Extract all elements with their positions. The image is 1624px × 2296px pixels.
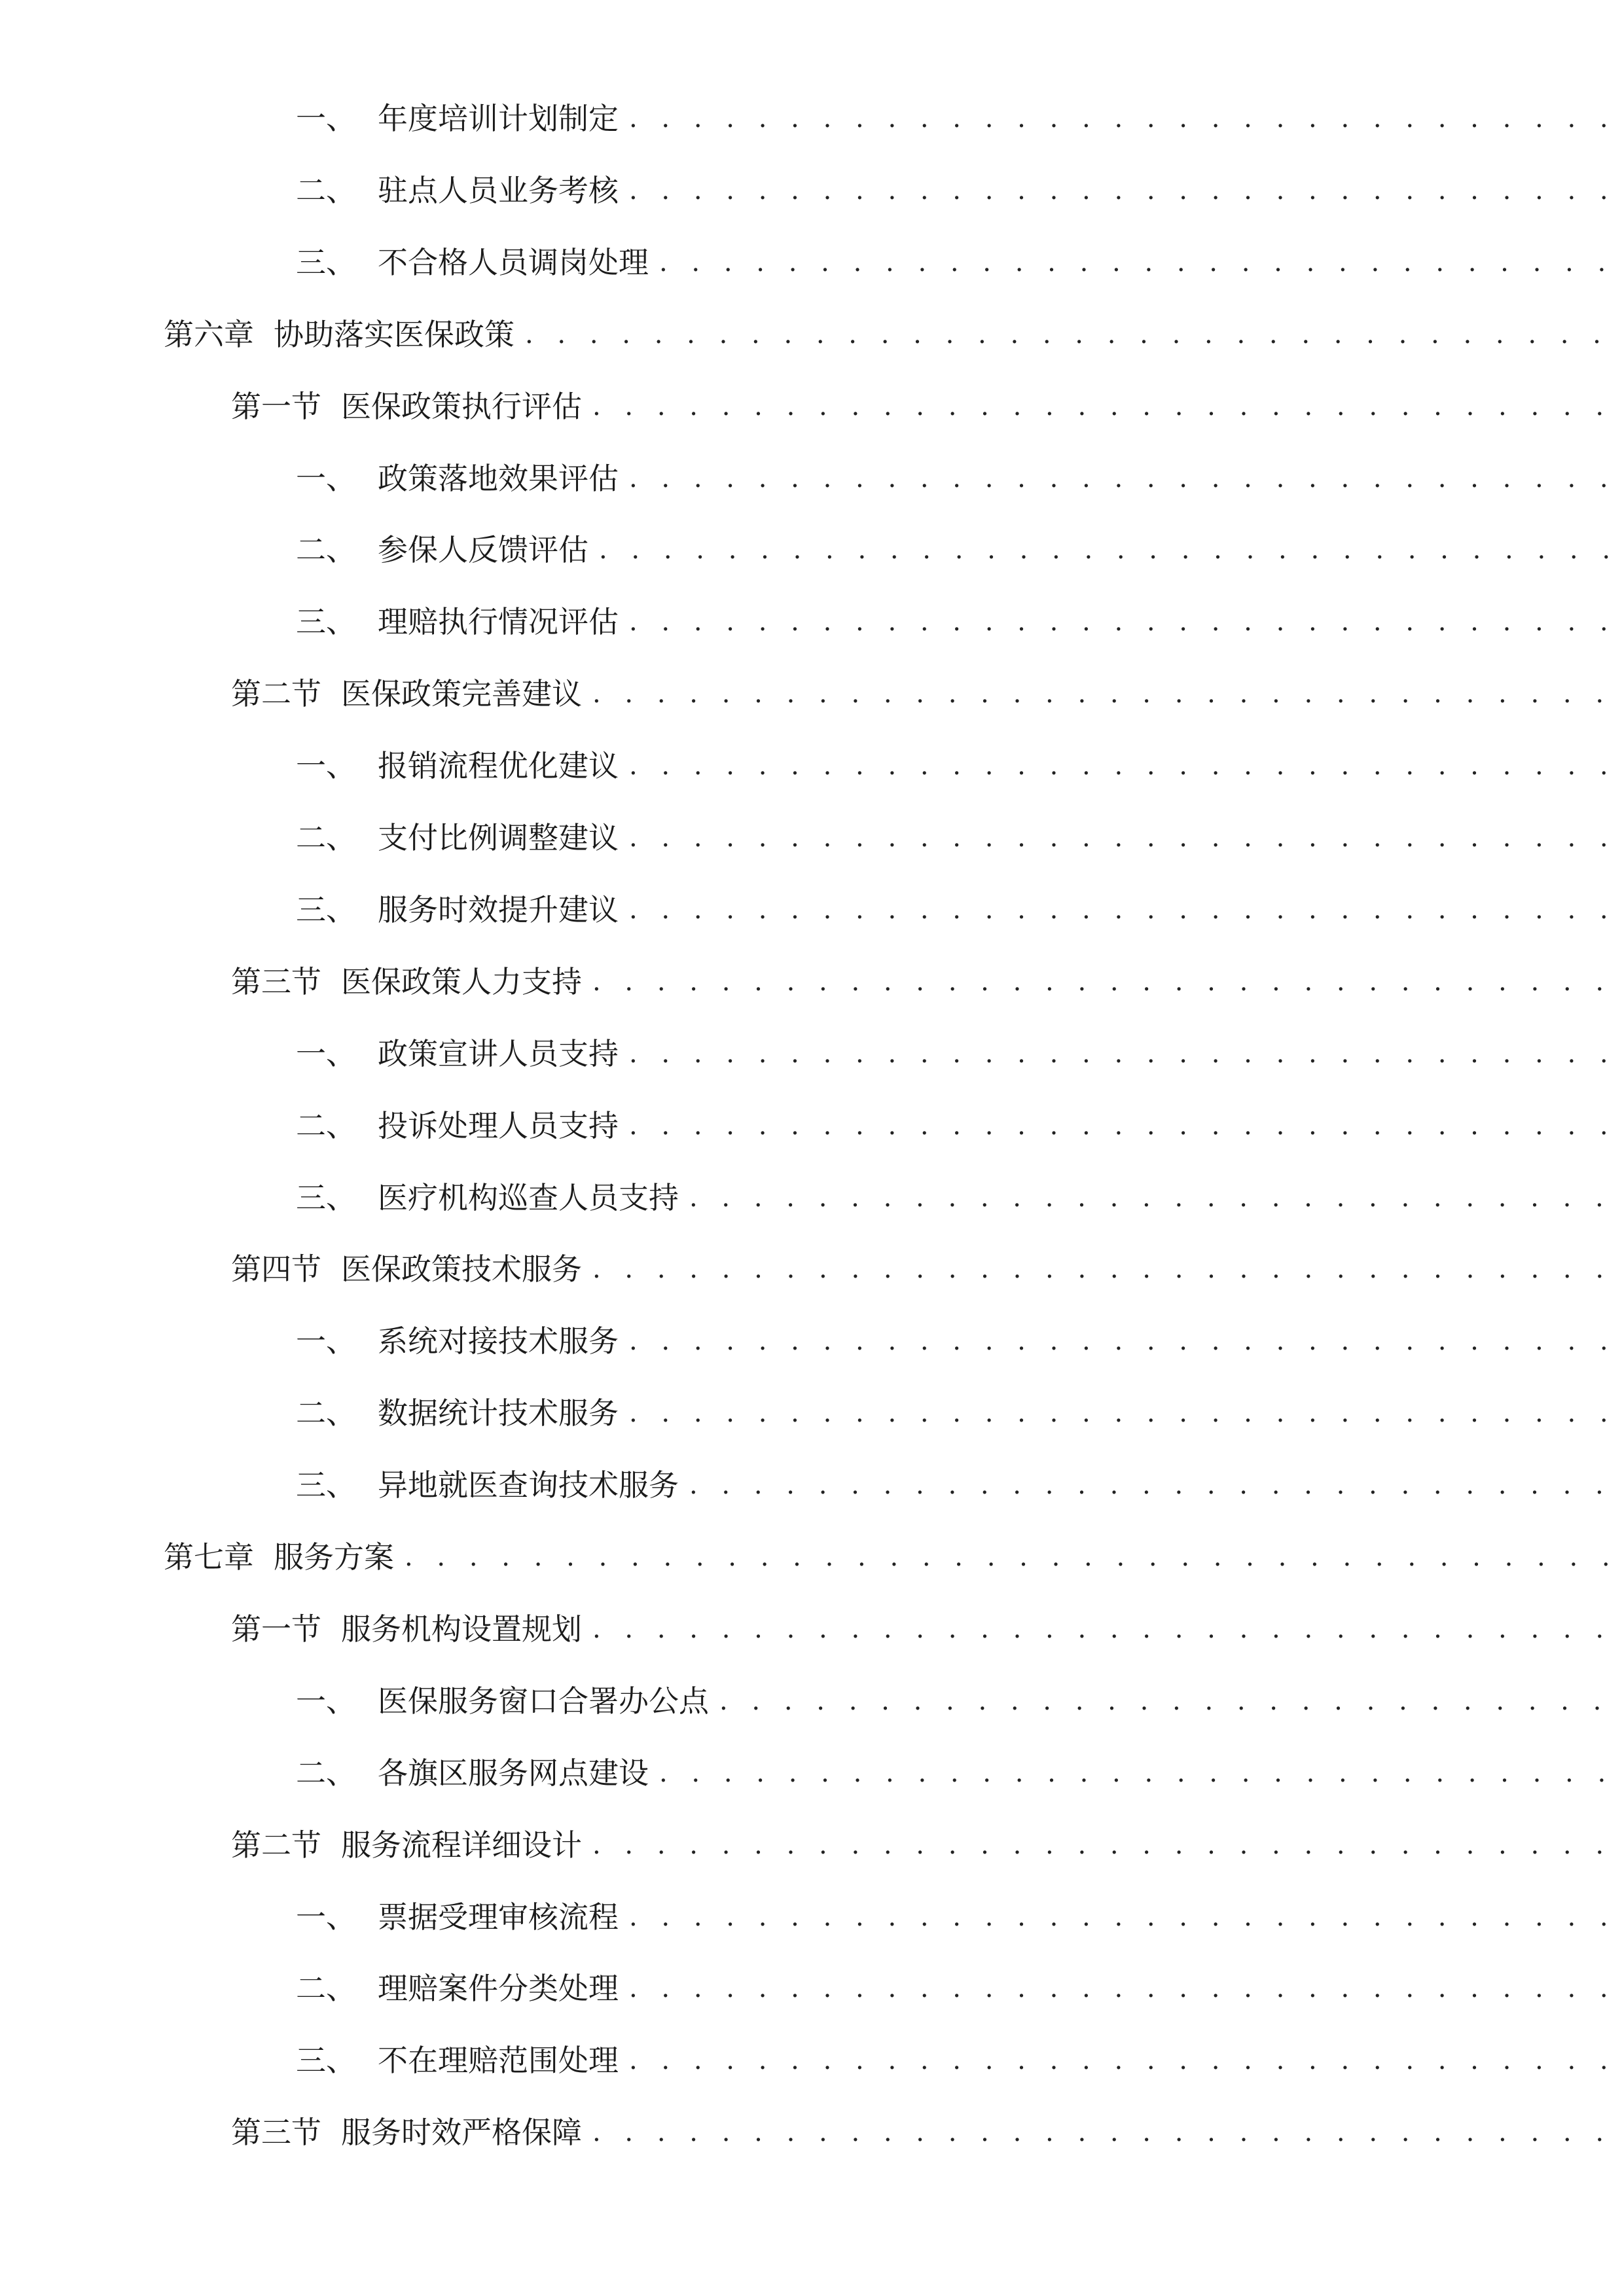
- toc-subsection-entry[interactable]: [0, 1750, 1624, 1796]
- toc-subsection-entry[interactable]: [0, 1031, 1624, 1077]
- toc-dot-leader: [629, 96, 1624, 141]
- toc-subsection-entry[interactable]: [0, 96, 1624, 141]
- toc-entry-number: 第四节: [231, 1251, 321, 1287]
- toc-dot-leader: [629, 1390, 1624, 1436]
- toc-entry-number: 第三节: [231, 964, 321, 999]
- toc-dot-leader: [629, 1103, 1624, 1149]
- toc-chapter-entry[interactable]: [0, 1534, 1624, 1580]
- toc-entry-number: 三、: [296, 245, 356, 280]
- toc-entry-title: 数据统计技术服务: [378, 1395, 619, 1431]
- toc-dot-leader: [405, 1534, 1617, 1580]
- toc-dot-leader: [629, 743, 1624, 789]
- toc-entry-number: 一、: [296, 1683, 356, 1719]
- toc-entry-title: 驻点人员业务考核: [378, 173, 619, 208]
- toc-dot-leader: [659, 1750, 1624, 1796]
- toc-dot-leader: [592, 1822, 1624, 1868]
- toc-subsection-entry[interactable]: [0, 240, 1624, 285]
- toc-subsection-entry[interactable]: [0, 887, 1624, 933]
- toc-subsection-entry[interactable]: [0, 1462, 1624, 1508]
- toc-entry-title: 医保政策技术服务: [341, 1251, 582, 1287]
- toc-entry-number: 三、: [296, 1467, 356, 1503]
- toc-entry-number: 二、: [296, 173, 356, 208]
- toc-dot-leader: [629, 887, 1624, 933]
- toc-entry-number: 一、: [296, 1899, 356, 1935]
- toc-entry-number: 一、: [296, 1323, 356, 1359]
- toc-dot-leader: [629, 1894, 1624, 1940]
- toc-subsection-entry[interactable]: [0, 599, 1624, 645]
- toc-dot-leader: [719, 1678, 1624, 1724]
- toc-entry-number: 第二节: [231, 1827, 321, 1863]
- toc-entry-title: 医疗机构巡查人员支持: [378, 1180, 679, 1215]
- toc-entry-title: 不在理赔范围处理: [378, 2043, 619, 2078]
- toc-dot-leader: [629, 815, 1624, 861]
- toc-section-entry[interactable]: [0, 959, 1624, 1005]
- toc-subsection-entry[interactable]: [0, 1965, 1624, 2011]
- toc-dot-leader: [689, 1462, 1624, 1508]
- toc-subsection-entry[interactable]: [0, 1678, 1624, 1724]
- toc-entry-title: 理赔执行情况评估: [378, 604, 619, 639]
- toc-dot-leader: [629, 168, 1624, 213]
- toc-dot-leader: [599, 527, 1624, 573]
- toc-subsection-entry[interactable]: [0, 1390, 1624, 1436]
- toc-entry-title: 医保政策执行评估: [341, 389, 582, 424]
- toc-dot-leader: [659, 240, 1624, 285]
- toc-section-entry[interactable]: [0, 671, 1624, 717]
- toc-subsection-entry[interactable]: [0, 1894, 1624, 1940]
- toc-entry-title: 服务时效严格保障: [341, 2115, 582, 2150]
- toc-dot-leader: [592, 2109, 1624, 2155]
- toc-entry-number: 二、: [296, 1971, 356, 2006]
- toc-entry-number: 二、: [296, 1108, 356, 1143]
- toc-dot-leader: [629, 1031, 1624, 1077]
- toc-entry-title: 理赔案件分类处理: [378, 1971, 619, 2006]
- toc-dot-leader: [592, 1246, 1624, 1292]
- toc-subsection-entry[interactable]: [0, 1175, 1624, 1221]
- toc-entry-number: 三、: [296, 892, 356, 927]
- toc-entry-number: 第一节: [231, 1611, 321, 1647]
- toc-dot-leader: [689, 1175, 1624, 1221]
- toc-entry-title: 医保政策完善建议: [341, 676, 582, 711]
- toc-dot-leader: [629, 1965, 1624, 2011]
- toc-entry-title: 报销流程优化建议: [378, 748, 619, 783]
- toc-subsection-entry[interactable]: [0, 456, 1624, 501]
- toc-entry-title: 政策宣讲人员支持: [378, 1036, 619, 1071]
- toc-subsection-entry[interactable]: [0, 168, 1624, 213]
- toc-entry-title: 医保服务窗口合署办公点: [378, 1683, 709, 1719]
- toc-entry-title: 票据受理审核流程: [378, 1899, 619, 1935]
- toc-dot-leader: [629, 456, 1624, 501]
- toc-entry-title: 异地就医查询技术服务: [378, 1467, 679, 1503]
- toc-dot-leader: [592, 959, 1624, 1005]
- toc-entry-number: 三、: [296, 604, 356, 639]
- toc-entry-number: 一、: [296, 1036, 356, 1071]
- toc-entry-title: 医保政策人力支持: [341, 964, 582, 999]
- toc-entry-title: 不合格人员调岗处理: [378, 245, 649, 280]
- toc-section-entry[interactable]: [0, 2109, 1624, 2155]
- toc-section-entry[interactable]: [0, 384, 1624, 429]
- toc-entry-number: 三、: [296, 1180, 356, 1215]
- toc-entry-number: 第七章: [164, 1539, 254, 1575]
- toc-entry-title: 各旗区服务网点建设: [378, 1755, 649, 1791]
- toc-entry-number: 一、: [296, 748, 356, 783]
- toc-entry-number: 第三节: [231, 2115, 321, 2150]
- toc-entry-number: 一、: [296, 461, 356, 496]
- toc-subsection-entry[interactable]: [0, 815, 1624, 861]
- toc-dot-leader: [629, 1318, 1624, 1364]
- toc-section-entry[interactable]: [0, 1822, 1624, 1868]
- toc-dot-leader: [629, 599, 1624, 645]
- toc-entry-title: 系统对接技术服务: [378, 1323, 619, 1359]
- toc-entry-title: 支付比例调整建议: [378, 820, 619, 855]
- toc-entry-number: 二、: [296, 1755, 356, 1791]
- toc-entry-title: 服务方案: [274, 1539, 394, 1575]
- toc-entry-number: 第六章: [164, 317, 254, 352]
- toc-dot-leader: [592, 1606, 1624, 1652]
- toc-entry-title: 服务时效提升建议: [378, 892, 619, 927]
- toc-entry-title: 协助落实医保政策: [274, 317, 514, 352]
- toc-chapter-entry[interactable]: [0, 312, 1624, 357]
- toc-entry-title: 服务流程详细设计: [341, 1827, 582, 1863]
- toc-entry-number: 一、: [296, 101, 356, 136]
- toc-entry-title: 服务机构设置规划: [341, 1611, 582, 1647]
- toc-subsection-entry[interactable]: [0, 1103, 1624, 1149]
- toc-entry-number: 第一节: [231, 389, 321, 424]
- toc-dot-leader: [525, 312, 1617, 357]
- toc-subsection-entry[interactable]: [0, 1318, 1624, 1364]
- toc-entry-number: 第二节: [231, 676, 321, 711]
- toc-entry-number: 二、: [296, 1395, 356, 1431]
- toc-dot-leader: [629, 2037, 1624, 2083]
- toc-subsection-entry[interactable]: [0, 743, 1624, 789]
- toc-dot-leader: [592, 384, 1624, 429]
- toc-section-entry[interactable]: [0, 1606, 1624, 1652]
- toc-entry-title: 投诉处理人员支持: [378, 1108, 619, 1143]
- toc-entry-number: 二、: [296, 820, 356, 855]
- toc-entry-title: 年度培训计划制定: [378, 101, 619, 136]
- toc-entry-title: 参保人反馈评估: [378, 532, 588, 567]
- toc-entry-number: 三、: [296, 2043, 356, 2078]
- toc-subsection-entry[interactable]: [0, 2037, 1624, 2083]
- toc-dot-leader: [592, 671, 1624, 717]
- toc-section-entry[interactable]: [0, 1246, 1624, 1292]
- toc-entry-number: 二、: [296, 532, 356, 567]
- toc-entry-title: 政策落地效果评估: [378, 461, 619, 496]
- toc-subsection-entry[interactable]: [0, 527, 1624, 573]
